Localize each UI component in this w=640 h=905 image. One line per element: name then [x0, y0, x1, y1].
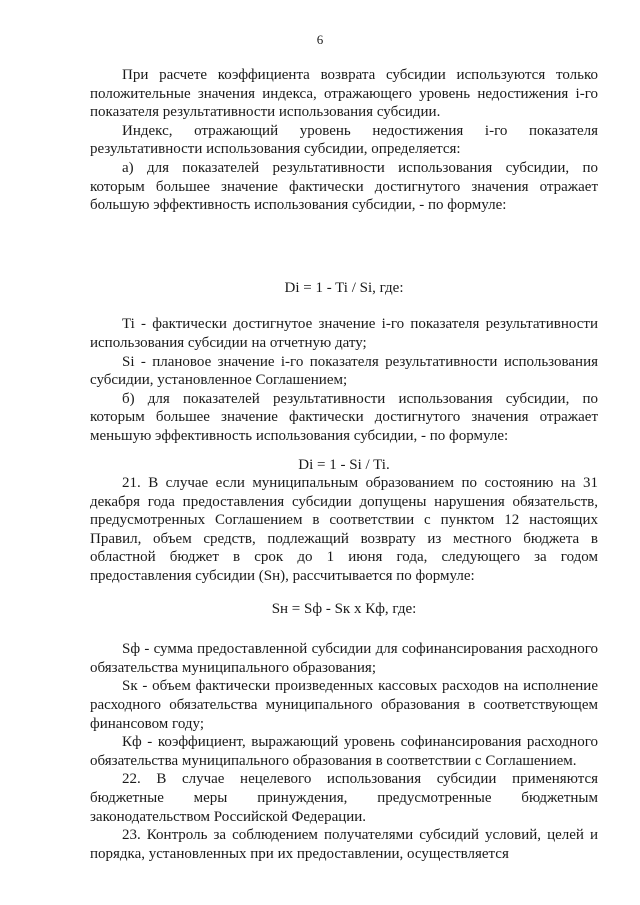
paragraph-case-b: б) для показателей результативности использования субсидии, по которым большее значение фактически достигнутого значения отражает меньшую эффективность использования субсидии, - по формуле: — [90, 390, 598, 444]
paragraph-ti-definition: Ti - фактически достигнутое значение i-го показателя результативности использования субсидии на отчетную дату; — [90, 316, 598, 351]
formula-di-case-a: Di = 1 - Ti / Si, где: — [284, 279, 404, 296]
formula-di-case-b: Di = 1 - Si / Ti. — [298, 456, 390, 473]
paragraph-si-definition: Si - плановое значение i-го показателя результативности использования субсидии, установленное Соглашением; — [90, 353, 598, 389]
paragraph-clause-21: 21. В случае если муниципальным образованием по состоянию на 31 декабря года предоставления субсидии допущены нарушения обязательств, предусмотренных Соглашением в соответствии с пунктом 12 настоящих Правил, объем средств, подлежащий возврату из местного бюджета в областной бюджет в срок до 1 июня года, следующего за годом предоставления субсидии (Sн), рассчитывается по формуле: — [90, 475, 598, 585]
document-body — [90, 66, 598, 863]
paragraph-coefficient-note: При расчете коэффициента возврата субсидии используются только положительные значения индекса, отражающего уровень недостижения i-го показателя результативности использования субсидии. — [90, 67, 598, 121]
paragraph-clause-22: 22. В случае нецелевого использования субсидии применяются бюджетные меры принуждения, предусмотренные бюджетным законодательством Российской Федерации. — [90, 771, 598, 825]
page-number: 6 — [316, 32, 324, 47]
formula-sn: Sн = Sф - Sк x Кф, где: — [271, 600, 417, 617]
paragraph-case-a: а) для показателей результативности использования субсидии, по которым большее значение фактически достигнутого значения отражает большую эффективность использования субсидии, - по формуле: — [90, 159, 598, 214]
paragraph-sf-definition: Sф - сумма предоставленной субсидии для софинансирования расходного обязательства муниципального образования; — [90, 641, 598, 676]
paragraph-index-definition: Индекс, отражающий уровень недостижения i-го показателя результативности использования субсидии, определяется: — [90, 122, 598, 158]
paragraph-sk-definition: Sк - объем фактически произведенных кассовых расходов на исполнение расходного обязательства муниципального образования в соответствующем финансовом году; — [90, 678, 598, 732]
paragraph-clause-23: 23. Контроль за соблюдением получателями субсидий условий, целей и порядка, установленных при их предоставлении, осуществляется — [90, 827, 598, 862]
paragraph-kf-definition: Кф - коэффициент, выражающий уровень софинансирования расходного обязательства муниципального образования в соответствии с Соглашением. — [90, 734, 598, 769]
